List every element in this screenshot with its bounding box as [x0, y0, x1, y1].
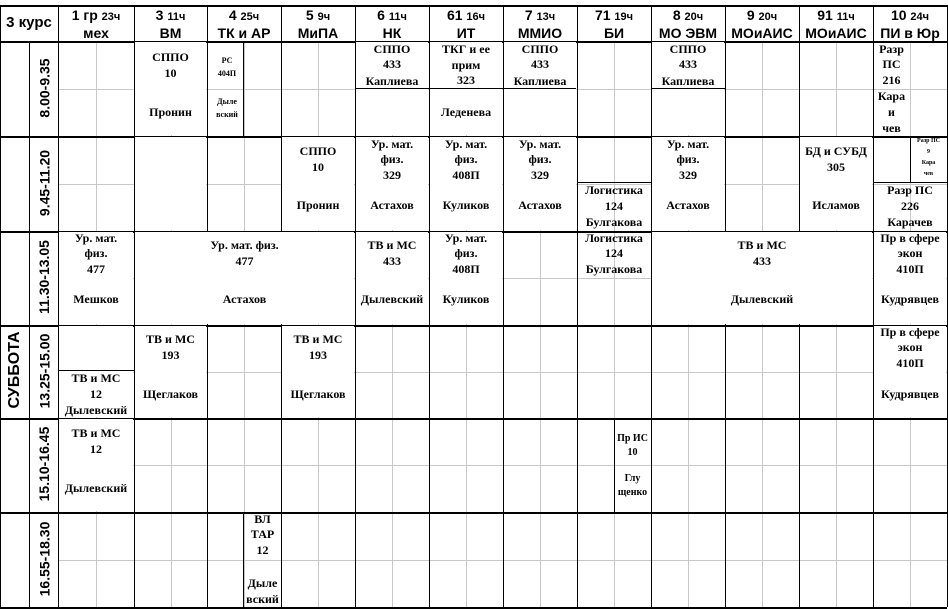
group-number: 3: [155, 7, 168, 23]
lesson-text: Астахов: [370, 198, 414, 212]
group-hours: 23ч: [101, 11, 121, 23]
group-header-11: [873, 6, 947, 41]
lesson-text: 10: [627, 447, 638, 458]
group-name: ИТ: [456, 25, 476, 41]
lesson-text: ВЛ: [254, 512, 271, 526]
lesson-text: Пр в сфере: [880, 325, 940, 339]
lesson-text: 477: [235, 254, 254, 268]
lesson-text: 329: [679, 168, 697, 182]
group-name: НК: [382, 25, 402, 41]
lesson-text: Дылевский: [730, 292, 794, 306]
lesson-text: Дыле: [217, 97, 237, 106]
lesson-text: СППО: [373, 42, 411, 56]
lesson-text: Каплиева: [661, 74, 715, 88]
lesson-text: Кара: [877, 89, 906, 103]
lesson-text: физ.: [676, 152, 700, 166]
lesson-text: 12: [256, 543, 269, 557]
lesson-text: ТВ и МС: [71, 426, 121, 440]
time-slot-5: 16.55-18.30: [36, 521, 52, 596]
lesson-text: Булгакова: [585, 262, 643, 276]
lesson-text: ТВ и МС: [367, 238, 417, 252]
group-header-0: [58, 6, 134, 41]
lesson-text: Ур. мат.: [444, 137, 488, 151]
lesson-text: 193: [309, 348, 327, 362]
group-number: 71: [594, 7, 615, 23]
lesson-text: физ.: [454, 246, 478, 260]
group-name: мех: [83, 25, 109, 41]
lesson-text: Исламов: [812, 198, 860, 212]
group-hours: 11ч: [388, 11, 407, 23]
lesson-text: Пр в сфере: [880, 231, 940, 245]
lesson-text: Логистика: [585, 183, 643, 197]
course-label: [0, 6, 58, 42]
lesson-text: Ур. мат.: [74, 231, 118, 245]
lesson-text: БД и СУБД: [805, 144, 867, 158]
lesson-text: ТВ и МС: [146, 332, 195, 346]
grid-line: [96, 41, 97, 607]
lesson-text: вский: [216, 110, 238, 119]
lesson-text: 408П: [452, 262, 480, 276]
lesson-text: 433: [383, 57, 401, 71]
group-header-4: [355, 6, 429, 41]
day-label: СУББОТА: [6, 331, 23, 409]
group-name: МОиАИС: [731, 25, 793, 41]
group-number: 8: [672, 7, 685, 23]
lesson-text: щенко: [617, 487, 648, 498]
lesson-text: 477: [87, 262, 105, 276]
lesson-text: Мешков: [73, 292, 119, 306]
group-number: 10: [890, 7, 911, 23]
group-number: 61: [446, 7, 467, 23]
lesson-text: СППО: [521, 42, 559, 56]
group-number: 6: [377, 7, 389, 23]
group-hours: 20ч: [684, 11, 704, 23]
group-number: 4: [228, 7, 241, 23]
lesson-text: чев: [882, 121, 901, 135]
lesson-text: 433: [753, 254, 771, 268]
grid-line: [318, 41, 319, 607]
lesson-text: и: [888, 105, 895, 119]
lesson-text: 9: [927, 149, 930, 155]
lesson-text: Астахов: [666, 198, 710, 212]
lesson-text: Разр ПС: [887, 183, 933, 197]
lesson-text: 10: [164, 66, 177, 80]
grid-line: [910, 41, 911, 607]
lesson-text: Ур. мат.: [518, 137, 562, 151]
group-name: МО ЭВМ: [658, 25, 718, 41]
lesson-text: 408П: [452, 168, 480, 182]
time-slot-0: 8.00-9.35: [36, 57, 52, 118]
lesson-text: Пр ИС: [617, 433, 648, 444]
lesson-text: Куликов: [442, 198, 490, 212]
lesson-text: 433: [679, 57, 697, 71]
group-number: 91: [817, 7, 837, 23]
time-slot-1: 9.45-11.20: [36, 149, 52, 216]
group-header-8: [651, 6, 725, 41]
grid-line: [836, 41, 837, 607]
lesson-text: Куликов: [442, 292, 490, 306]
lesson-text: чев: [923, 171, 934, 177]
group-header-3: [281, 6, 355, 41]
group-hours: 25ч: [240, 11, 260, 23]
group-name: МиПА: [297, 25, 339, 41]
grid-line: [614, 41, 615, 607]
lesson-text: Дылевский: [360, 292, 424, 306]
lesson-text: Дыле: [247, 576, 278, 590]
lesson-text: Глу: [624, 473, 641, 484]
group-hours: 19ч: [614, 11, 634, 23]
group-hours: 11ч: [167, 11, 186, 23]
lesson-text: 410П: [896, 356, 924, 370]
lesson-text: Ур. мат.: [370, 137, 414, 151]
lesson-text: 404П: [217, 69, 237, 78]
lesson-text: Ур. мат.: [444, 231, 488, 245]
lesson-text: 193: [161, 348, 180, 362]
cell-merge: [135, 137, 206, 230]
lesson-text: 329: [383, 168, 401, 182]
group-name: ПИ в Юр: [880, 25, 940, 41]
lesson-text: Дылевский: [64, 403, 128, 417]
group-header-10: [799, 6, 873, 41]
group-number: 7: [524, 7, 537, 23]
grid-line: [762, 41, 763, 607]
group-name: ТК и АР: [217, 25, 271, 41]
time-slot-3: 13.25-15.00: [36, 333, 52, 408]
lesson-text: Логистика: [585, 231, 643, 245]
lesson-text: прим: [451, 58, 481, 72]
lesson-text: Пронин: [149, 105, 192, 119]
group-hours: 16ч: [466, 11, 486, 23]
group-hours: 13ч: [536, 11, 556, 23]
group-number: 1 гр: [71, 7, 102, 23]
lesson-text: физ.: [84, 246, 108, 260]
lesson-text: ТКГ и ее: [442, 42, 490, 56]
lesson-text: Каплиева: [513, 74, 567, 88]
lesson-text: Дылевский: [64, 481, 128, 495]
lesson-text: РС: [221, 56, 233, 65]
lesson-text: ТВ и МС: [737, 238, 787, 252]
lesson-text: 226: [901, 199, 919, 213]
lesson-text: СППО: [152, 50, 189, 64]
group-header-9: [725, 6, 799, 41]
lesson-text: физ.: [380, 152, 404, 166]
lesson-text: Ур. мат. физ.: [210, 238, 279, 252]
lesson-text: Карачев: [887, 215, 933, 229]
lesson-text: Кудрявцев: [880, 292, 940, 306]
grid-line: [29, 41, 30, 607]
lesson-text: 124: [605, 246, 623, 260]
group-header-6: [503, 6, 577, 41]
time-slot-4: 15.10-16.45: [36, 426, 52, 502]
group-header-1: [134, 6, 207, 41]
lesson-text: ТВ и МС: [293, 332, 343, 346]
lesson-text: Ур. мат.: [666, 137, 710, 151]
lesson-text: экон: [897, 340, 923, 354]
lesson-text: Щеглаков: [142, 387, 198, 401]
lesson-text: Пронин: [296, 198, 340, 212]
lesson-text: Щеглаков: [290, 387, 346, 401]
lesson-text: экон: [897, 246, 923, 260]
grid-line: [0, 5, 1, 607]
group-hours: 11ч: [836, 11, 855, 23]
lesson-text: 323: [457, 73, 475, 87]
group-number: 5: [305, 7, 318, 23]
lesson-text: ТАР: [250, 527, 275, 541]
grid-line: [577, 5, 578, 607]
group-name: ММИО: [517, 25, 563, 41]
lesson-text: Булгакова: [585, 215, 643, 229]
lesson-text: 216: [882, 73, 901, 87]
lesson-text: 12: [90, 387, 102, 401]
lesson-text: 124: [605, 199, 623, 213]
group-hours: 9ч: [317, 11, 331, 23]
grid-line: [0, 512, 947, 514]
lesson-text: физ.: [454, 152, 478, 166]
group-hours: 20ч: [758, 11, 778, 23]
group-name: ВМ: [159, 25, 182, 41]
lesson-text: 433: [531, 57, 549, 71]
lesson-text: вский: [246, 592, 279, 606]
lesson-text: ТВ и МС: [71, 371, 121, 385]
group-header-7: [577, 6, 651, 41]
lesson-text: 410П: [896, 262, 924, 276]
lesson-text: СППО: [669, 42, 707, 56]
group-header-2: [207, 6, 281, 41]
lesson-text: 12: [90, 442, 102, 456]
lesson-text: Разр: [879, 42, 904, 56]
time-slot-2: 11.30-13.05: [36, 240, 52, 314]
lesson-text: Астахов: [518, 198, 562, 212]
group-number: 9: [746, 7, 759, 23]
course-text: 3 курс: [6, 14, 52, 31]
lesson-text: Леденева: [440, 105, 492, 119]
group-name: МОиАИС: [805, 25, 867, 41]
lesson-text: 433: [383, 254, 401, 268]
lesson-text: 10: [312, 160, 324, 174]
group-hours: 24ч: [910, 11, 930, 23]
grid-line: [0, 418, 947, 420]
lesson-text: 305: [827, 160, 845, 174]
lesson-text: 329: [531, 168, 549, 182]
lesson-text: Каплиева: [365, 74, 419, 88]
lesson-text: Разр ПС: [917, 138, 940, 144]
lesson-text: СППО: [299, 144, 337, 158]
group-header-5: [429, 6, 503, 41]
lesson-text: Астахов: [222, 292, 267, 306]
group-name: БИ: [603, 25, 625, 41]
lesson-text: физ.: [528, 152, 552, 166]
lesson-text: ПС: [882, 57, 901, 71]
lesson-text: Кудрявцев: [880, 387, 940, 401]
lesson-text: Кара: [921, 160, 936, 166]
